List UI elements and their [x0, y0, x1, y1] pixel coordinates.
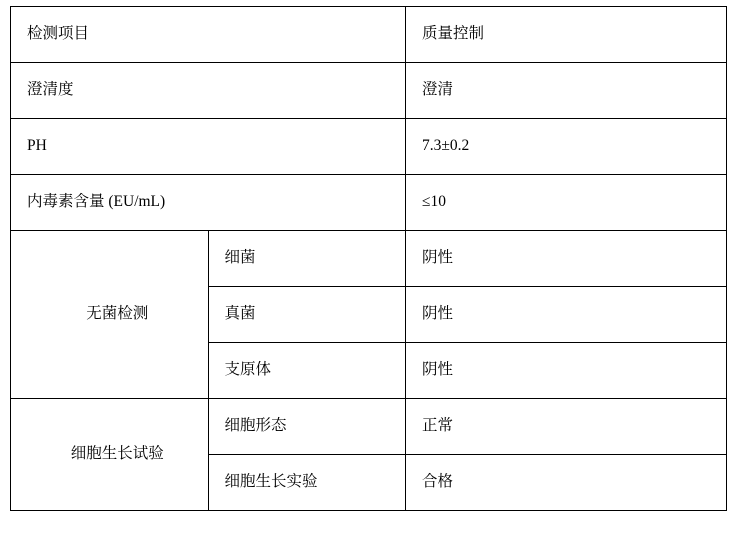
table-header-row	[11, 7, 727, 63]
header-cell-item	[11, 7, 406, 63]
row-sub-cell-morphology: 细胞形态	[208, 399, 406, 455]
quality-control-table	[10, 6, 727, 511]
row-item-endotoxin: 内毒素含量 (EU/mL)	[11, 175, 406, 231]
row-value-ph: 7.3±0.2	[406, 119, 727, 175]
header-item-label: 检测项目	[27, 25, 90, 43]
group-label-sterility: 无菌检测	[11, 231, 209, 399]
row-sub-mycoplasma: 支原体	[208, 343, 406, 399]
table-row	[11, 175, 727, 231]
table-row	[11, 399, 727, 455]
row-value-bacteria: 阴性	[406, 231, 727, 287]
table-row	[11, 63, 727, 119]
row-value-clarity: 澄清	[406, 63, 727, 119]
group-label-cell-growth: 细胞生长试验	[11, 399, 209, 511]
row-sub-fungus: 真菌	[208, 287, 406, 343]
row-sub-cell-growth-test: 细胞生长实验	[208, 455, 406, 511]
row-value-cell-growth-test: 合格	[406, 455, 727, 511]
header-cell-quality-control	[406, 7, 727, 63]
row-item-clarity: 澄清度	[11, 63, 406, 119]
row-value-cell-morphology: 正常	[406, 399, 727, 455]
table-row	[11, 119, 727, 175]
row-value-endotoxin: ≤10	[406, 175, 727, 231]
header-quality-control-label: 质量控制	[422, 25, 485, 43]
row-value-fungus: 阴性	[406, 287, 727, 343]
table-row	[11, 231, 727, 287]
row-sub-bacteria: 细菌	[208, 231, 406, 287]
row-item-ph: PH	[11, 119, 406, 175]
row-value-mycoplasma: 阴性	[406, 343, 727, 399]
